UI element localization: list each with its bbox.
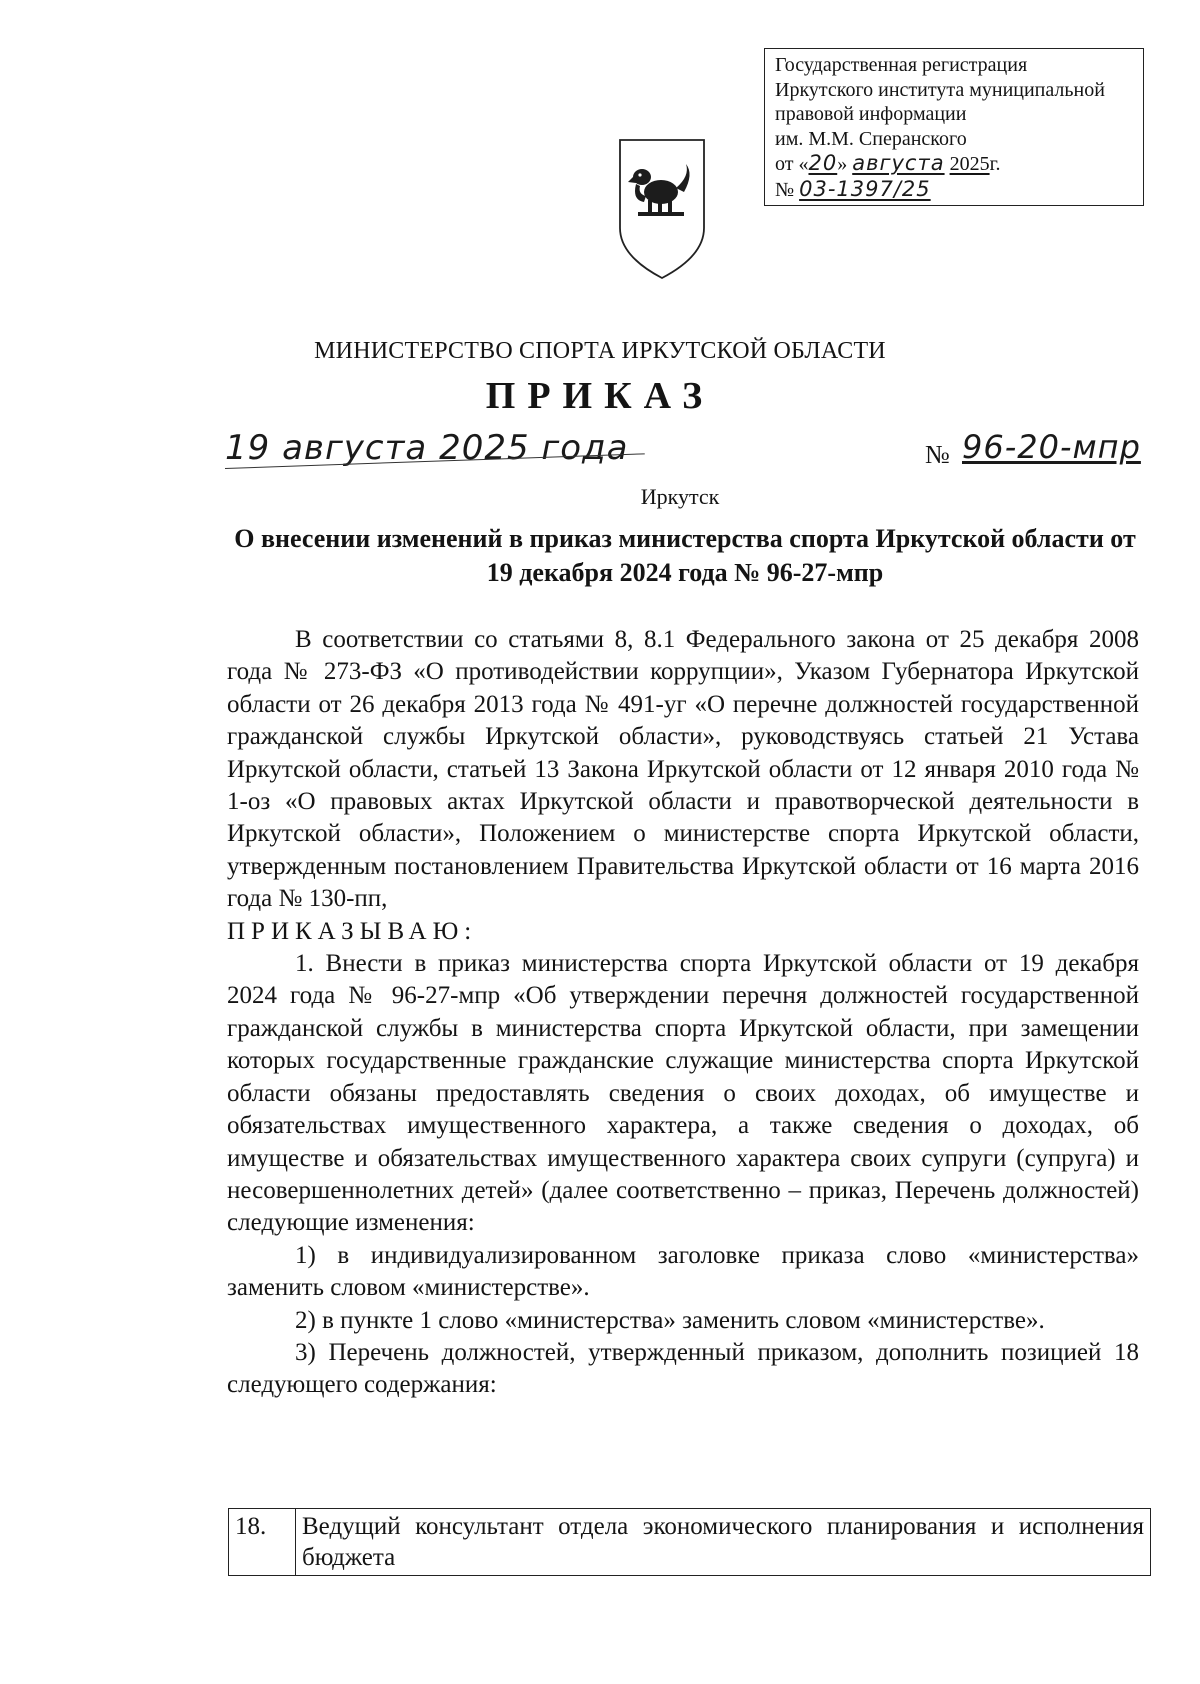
registration-number-prefix: № [775, 178, 795, 201]
document-body [227, 624, 1139, 1402]
registration-date [775, 151, 1133, 177]
preamble: В соответствии со статьями 8, 8.1 Федерального закона от 25 декабря 2008 года № 273-ФЗ «О противодействии коррупции», Указом Губернатора Иркутской области от 26 декабря 2013 года № 491-уг «О перечне должностей государственной гражданской службы Иркутской области», руководствуясь статьей 21 Устава Иркутской области, статьей 13 Закона Иркутской области от 12 января 2010 года № 1-оз «О правовых актах Иркутской области и правотворческой деятельности в Иркутской области», Положением о министерстве спорта Иркутской области, утвержденным постановлением Правительства Иркутской области от 16 марта 2016 года № 130-пп, [227, 626, 1139, 913]
ministry-name: МИНИСТЕРСТВО СПОРТА ИРКУТСКОЙ ОБЛАСТИ [314, 338, 886, 364]
position-number: 18. [229, 1509, 296, 1576]
registration-stamp [764, 48, 1144, 206]
registration-line-4: им. М.М. Сперанского [775, 127, 967, 150]
item-1: 1. Внести в приказ министерства спорта Иркутской области от 19 декабря 2024 года № 96-27-мпр «Об утверждении перечня должностей государственной гражданской службы в министерства спорта Иркутской области, при замещении которых государственные гражданские служащие министерства спорта Иркутской области обязаны предоставлять сведения о своих доходах, об имуществе и обязательствах имущественного характера, а также сведения о доходах, об имуществе и обязательствах имущественного характера своих супруги (супруга) и несовершеннолетних детей» (далее соответственно – приказ, Перечень должностей) следующие изменения: [227, 950, 1139, 1237]
irkutsk-coat-of-arms-icon [616, 136, 708, 282]
order-date: 19 августа 2025 года [225, 428, 629, 468]
order-number-label: № [925, 440, 950, 469]
registration-from-prefix: от « [775, 153, 809, 175]
registration-line-2: Иркутского института муниципальной [775, 78, 1105, 101]
order-number: 96-20-мпр [962, 428, 1141, 466]
registration-number-value: 03-1397/25 [799, 176, 931, 201]
item-1-1: 1) в индивидуализированном заголовке приказа слово «министерства» заменить словом «министерстве». [227, 1241, 1139, 1302]
registration-line-3: правовой информации [775, 103, 967, 125]
registration-day: 20 [808, 151, 838, 175]
registration-number [775, 177, 1133, 203]
registration-year-suffix: г. [989, 153, 1001, 175]
position-table [228, 1508, 1151, 1576]
table-row [229, 1509, 1151, 1576]
document-type: ПРИКАЗ [485, 375, 715, 417]
registration-month: августа [852, 151, 945, 175]
registration-year: 2025 [949, 153, 990, 175]
position-title: Ведущий консультант отдела экономического планирования и исполнения бюджета [296, 1509, 1151, 1576]
city: Иркутск [640, 484, 720, 509]
order-word: ПРИКАЗЫВАЮ: [227, 917, 478, 945]
item-1-2: 2) в пункте 1 слово «министерства» заменить словом «министерстве». [295, 1306, 1045, 1334]
registration-line-1: Государственная регистрация [775, 54, 1028, 76]
registration-mid-quote: » [837, 153, 848, 175]
document-title: О внесении изменений в приказ министерства спорта Иркутской области от 19 декабря 2024 года № 96-27-мпр [234, 524, 1136, 587]
item-1-3: 3) Перечень должностей, утвержденный приказом, дополнить позицией 18 следующего содержания: [227, 1338, 1139, 1399]
